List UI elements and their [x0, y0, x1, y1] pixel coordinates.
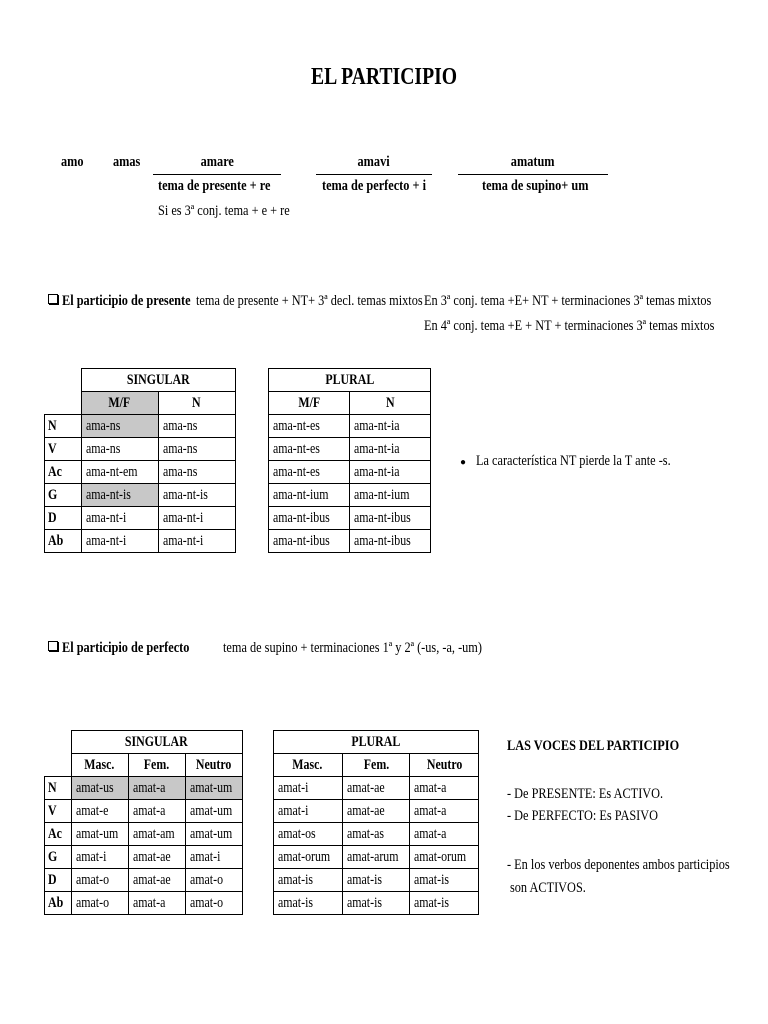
table-row [45, 530, 236, 553]
verb-amas: amas [113, 154, 141, 170]
form-cell: amat-orum [274, 846, 343, 869]
form-cell: amat-um [185, 800, 242, 823]
table-row [45, 415, 236, 438]
divider [316, 174, 432, 175]
number-header: SINGULAR [71, 731, 242, 754]
form-cell: ama-nt-ibus [350, 507, 431, 530]
form-cell: amat-i [185, 846, 242, 869]
table-row [45, 507, 236, 530]
case-label: G [45, 484, 82, 507]
form-cell: ama-nt-i [158, 507, 235, 530]
voces-perfecto: - De PERFECTO: Es PASIVO [507, 808, 659, 824]
form-cell: amat-a [128, 892, 185, 915]
case-label: Ac [45, 823, 72, 846]
column-header-row [45, 754, 243, 777]
form-cell: ama-nt-ium [350, 484, 431, 507]
checkbox-square-icon [48, 294, 58, 304]
tema-perfecto-rule: tema de perfecto + i [322, 178, 426, 194]
form-cell: amat-orum [410, 846, 479, 869]
form-cell: amat-is [410, 869, 479, 892]
form-cell: amat-is [274, 869, 343, 892]
column-header-row [45, 392, 236, 415]
form-cell: amat-o [71, 892, 128, 915]
header-row [274, 731, 479, 754]
table-row [274, 892, 479, 915]
form-cell: amat-um [185, 777, 242, 800]
voces-presente: - De PRESENTE: Es ACTIVO. [507, 786, 664, 802]
table-row [269, 438, 431, 461]
table-row [274, 800, 479, 823]
perfecto-singular-table [44, 730, 243, 915]
gender-header: M/F [81, 392, 158, 415]
table-row [45, 869, 243, 892]
presente-rule: tema de presente + NT+ 3ª decl. temas mixtos [196, 293, 423, 309]
table-row [45, 823, 243, 846]
form-cell: amat-us [71, 777, 128, 800]
header-row [269, 369, 431, 392]
perfecto-rule: tema de supino + terminaciones 1ª y 2ª (-us, -a, -um) [223, 640, 482, 656]
gender-header: N [350, 392, 431, 415]
nt-note: ● La característica NT pierde la T ante -s. [460, 453, 671, 469]
form-cell: amat-arum [342, 846, 410, 869]
table-row [45, 461, 236, 484]
table-row [45, 800, 243, 823]
gender-header: Neutro [410, 754, 479, 777]
gender-header: Neutro [185, 754, 242, 777]
empty-cell [45, 754, 72, 777]
form-cell: amat-o [185, 869, 242, 892]
form-cell: ama-nt-ia [350, 415, 431, 438]
perfecto-plural-table [273, 730, 479, 915]
form-cell: amat-a [410, 777, 479, 800]
table-row [45, 892, 243, 915]
form-cell: amat-ae [342, 777, 410, 800]
checkbox-square-icon [48, 641, 58, 651]
presente-plural-table [268, 368, 431, 553]
table-row [274, 846, 479, 869]
form-cell: amat-is [410, 892, 479, 915]
table-row [45, 846, 243, 869]
form-cell: amat-o [185, 892, 242, 915]
header-row [45, 731, 243, 754]
form-cell: ama-nt-ium [269, 484, 350, 507]
form-cell: ama-nt-i [81, 530, 158, 553]
table-row [274, 869, 479, 892]
table-row [274, 823, 479, 846]
tema-presente-rule: tema de presente + re [158, 178, 271, 194]
table-row [269, 484, 431, 507]
form-cell: ama-ns [81, 438, 158, 461]
form-cell: ama-nt-ibus [269, 530, 350, 553]
presente-note-3conj: En 3ª conj. tema +E+ NT + terminaciones 3ª temas mixtos [424, 293, 712, 309]
gender-header: Masc. [71, 754, 128, 777]
table-row [45, 484, 236, 507]
form-cell: amat-a [410, 823, 479, 846]
form-cell: ama-nt-is [158, 484, 235, 507]
form-cell: amat-os [274, 823, 343, 846]
table-row [274, 777, 479, 800]
form-cell: ama-nt-is [81, 484, 158, 507]
case-label: V [45, 800, 72, 823]
case-label: V [45, 438, 82, 461]
header-row [45, 369, 236, 392]
table-row [45, 777, 243, 800]
verb-amavi: amavi [357, 154, 391, 170]
form-cell: amat-i [274, 777, 343, 800]
form-cell: amat-e [71, 800, 128, 823]
case-label: G [45, 846, 72, 869]
number-header: SINGULAR [81, 369, 235, 392]
table-row [269, 415, 431, 438]
form-cell: amat-is [342, 892, 410, 915]
gender-header: Fem. [342, 754, 410, 777]
voces-deponentes-cont: son ACTIVOS. [510, 880, 586, 896]
empty-cell [45, 731, 72, 754]
table-row [269, 530, 431, 553]
form-cell: amat-a [128, 800, 185, 823]
empty-cell [45, 369, 82, 392]
form-cell: ama-nt-es [269, 438, 350, 461]
number-header: PLURAL [269, 369, 431, 392]
form-cell: amat-ae [128, 846, 185, 869]
case-label: Ab [45, 892, 72, 915]
form-cell: amat-a [128, 777, 185, 800]
verb-amare: amare [200, 154, 234, 170]
case-label: Ac [45, 461, 82, 484]
gender-header: Fem. [128, 754, 185, 777]
table-row [45, 438, 236, 461]
form-cell: ama-nt-i [158, 530, 235, 553]
number-header: PLURAL [274, 731, 479, 754]
form-cell: amat-ae [128, 869, 185, 892]
case-label: D [45, 869, 72, 892]
case-label: N [45, 415, 82, 438]
form-cell: ama-nt-es [269, 461, 350, 484]
form-cell: amat-um [71, 823, 128, 846]
presente-singular-table [44, 368, 236, 553]
form-cell: ama-nt-es [269, 415, 350, 438]
table-row [269, 461, 431, 484]
form-cell: ama-ns [81, 415, 158, 438]
gender-header: Masc. [274, 754, 343, 777]
form-cell: ama-nt-i [81, 507, 158, 530]
table-row [269, 507, 431, 530]
form-cell: amat-am [128, 823, 185, 846]
form-cell: ama-ns [158, 438, 235, 461]
case-label: Ab [45, 530, 82, 553]
form-cell: ama-nt-em [81, 461, 158, 484]
form-cell: ama-ns [158, 415, 235, 438]
form-cell: amat-a [410, 800, 479, 823]
empty-cell [45, 392, 82, 415]
column-header-row [269, 392, 431, 415]
form-cell: ama-nt-ia [350, 438, 431, 461]
form-cell: amat-ae [342, 800, 410, 823]
divider [153, 174, 281, 175]
case-label: D [45, 507, 82, 530]
gender-header: N [158, 392, 235, 415]
column-header-row [274, 754, 479, 777]
page-title: EL PARTICIPIO [310, 64, 458, 90]
form-cell: amat-um [185, 823, 242, 846]
voces-deponentes: - En los verbos deponentes ambos participios [507, 857, 730, 873]
voces-heading: LAS VOCES DEL PARTICIPIO [507, 738, 680, 754]
form-cell: amat-is [342, 869, 410, 892]
form-cell: amat-i [71, 846, 128, 869]
form-cell: amat-i [274, 800, 343, 823]
presente-note-4conj: En 4ª conj. tema +E + NT + terminaciones 3ª temas mixtos [424, 318, 715, 334]
divider [458, 174, 608, 175]
form-cell: ama-nt-ibus [269, 507, 350, 530]
verb-amatum: amatum [511, 154, 555, 170]
form-cell: ama-ns [158, 461, 235, 484]
perfecto-heading: El participio de perfecto [48, 640, 217, 657]
form-cell: ama-nt-ia [350, 461, 431, 484]
bullet-icon: ● [460, 457, 467, 468]
case-label: N [45, 777, 72, 800]
form-cell: amat-as [342, 823, 410, 846]
nota-tercera-conj: Si es 3ª conj. tema + e + re [158, 203, 290, 219]
form-cell: amat-o [71, 869, 128, 892]
form-cell: amat-is [274, 892, 343, 915]
gender-header: M/F [269, 392, 350, 415]
form-cell: ama-nt-ibus [350, 530, 431, 553]
presente-heading: El participio de presente [48, 293, 219, 310]
verb-amo: amo [61, 154, 84, 170]
tema-supino-rule: tema de supino+ um [482, 178, 589, 194]
